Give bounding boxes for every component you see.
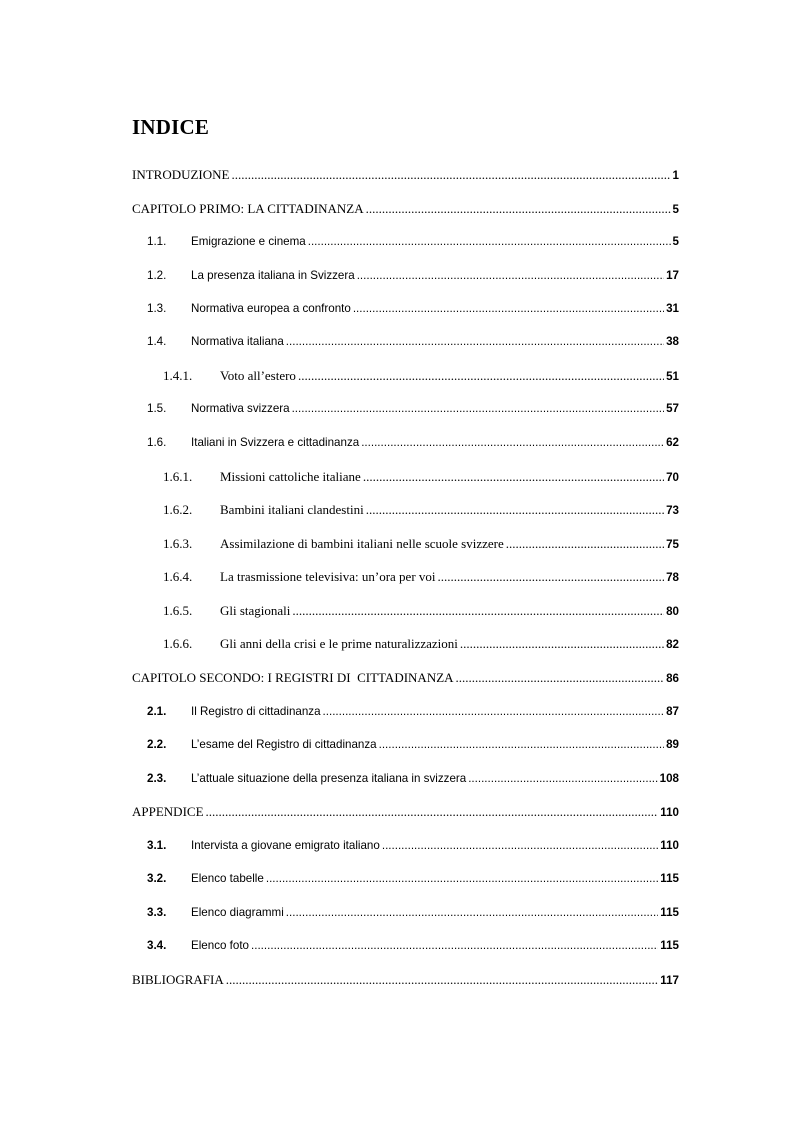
toc-entry-number: 2.3. — [147, 772, 167, 785]
toc-entry-title: Elenco foto — [191, 939, 250, 952]
dot-leader — [357, 266, 664, 286]
toc-entry-number: 1.5. — [147, 402, 167, 415]
toc-entry-1-1[interactable] — [147, 232, 679, 252]
toc-entry-number: 3.3. — [147, 906, 167, 919]
toc-entry-title: L’esame del Registro di cittadinanza — [191, 738, 377, 751]
toc-entry-number: 1.6.1. — [163, 469, 193, 484]
dot-leader — [286, 332, 664, 352]
toc-entry-page: 62 — [666, 436, 679, 449]
toc-entry-title: CAPITOLO SECONDO: I REGISTRI DI CITTADINANZA — [132, 670, 454, 685]
toc-entry-number: 3.2. — [147, 872, 167, 885]
toc-entry-2-1[interactable] — [147, 702, 679, 722]
page-title: INDICE — [132, 115, 210, 139]
toc-entry-number: 1.4.1. — [163, 368, 193, 383]
dot-leader — [468, 769, 657, 789]
toc-entry-number: 1.4. — [147, 335, 167, 348]
toc-entry-page: 115 — [660, 872, 679, 885]
toc-entry-title: Normativa svizzera — [191, 402, 290, 415]
toc-entry-3-1[interactable] — [147, 836, 679, 856]
toc-entry-number: 3.1. — [147, 839, 167, 852]
toc-entry-title: La trasmissione televisiva: un’ora per voi — [220, 569, 436, 584]
toc-entry-page: 108 — [659, 772, 679, 785]
dot-leader — [456, 668, 665, 688]
toc-entry-introduzione[interactable] — [132, 165, 679, 185]
toc-entry-page: 110 — [660, 839, 679, 852]
toc-entry-1-5[interactable] — [147, 399, 679, 419]
dot-leader — [251, 936, 658, 956]
toc-entry-number: 1.6.5. — [163, 603, 193, 618]
toc-entry-title: Intervista a giovane emigrato italiano — [191, 839, 380, 852]
dot-leader — [379, 735, 664, 755]
toc-entry-page: 57 — [666, 402, 679, 415]
dot-leader — [361, 433, 664, 453]
toc-entry-page: 87 — [666, 705, 679, 718]
toc-entry-number: 1.6.3. — [163, 536, 193, 551]
toc-entry-3-4[interactable] — [147, 936, 679, 956]
toc-entry-1-6-6[interactable] — [163, 634, 679, 654]
toc-entry-number: 1.3. — [147, 302, 167, 315]
toc-entry-title: Elenco diagrammi — [191, 906, 284, 919]
toc-entry-page: 70 — [666, 471, 679, 484]
dot-leader — [506, 534, 664, 554]
toc-entry-title: Il Registro di cittadinanza — [191, 705, 321, 718]
dot-leader — [323, 702, 665, 722]
toc-entry-title: Normativa europea a confronto — [191, 302, 351, 315]
toc-entry-title: CAPITOLO PRIMO: LA CITTADINANZA — [132, 201, 364, 216]
dot-leader — [206, 802, 659, 822]
toc-entry-page: 110 — [660, 806, 679, 819]
dot-leader — [286, 903, 658, 923]
toc-entry-page: 115 — [660, 939, 679, 952]
toc-entry-number: 1.6.4. — [163, 569, 193, 584]
toc-entry-3-2[interactable] — [147, 869, 679, 889]
dot-leader — [292, 399, 665, 419]
toc-entry-title: Missioni cattoliche italiane — [220, 469, 361, 484]
toc-entry-page: 51 — [666, 370, 679, 383]
toc-entry-capitolo-secondo[interactable] — [132, 668, 679, 688]
dot-leader — [308, 232, 671, 252]
toc-entry-number: 2.1. — [147, 705, 167, 718]
toc-entry-2-3[interactable] — [147, 769, 679, 789]
toc-entry-number: 1.6.2. — [163, 502, 193, 517]
toc-entry-number: 1.2. — [147, 269, 167, 282]
toc-entry-page: 75 — [666, 538, 679, 551]
toc-entry-page: 31 — [666, 302, 679, 315]
toc-entry-1-6-4[interactable] — [163, 567, 679, 587]
toc-entry-title: Normativa italiana — [191, 335, 284, 348]
toc-entry-page: 80 — [666, 605, 679, 618]
toc-entry-title: APPENDICE — [132, 804, 204, 819]
toc-entry-page: 17 — [666, 269, 679, 282]
toc-entry-number: 1.6. — [147, 436, 167, 449]
toc-entry-bibliografia[interactable] — [132, 970, 679, 990]
dot-leader — [231, 165, 670, 185]
dot-leader — [292, 601, 664, 621]
toc-entry-page: 117 — [660, 974, 679, 987]
toc-entry-1-3[interactable] — [147, 299, 679, 319]
dot-leader — [363, 467, 664, 487]
toc-entry-2-2[interactable] — [147, 735, 679, 755]
toc-entry-3-3[interactable] — [147, 903, 679, 923]
toc-entry-title: INTRODUZIONE — [132, 167, 230, 182]
toc-entry-page: 115 — [660, 906, 679, 919]
toc-entry-1-4[interactable] — [147, 332, 679, 352]
dot-leader — [382, 836, 658, 856]
toc-entry-page: 78 — [666, 571, 679, 584]
dot-leader — [226, 970, 659, 990]
toc-entry-title: Italiani in Svizzera e cittadinanza — [191, 436, 360, 449]
toc-entry-title: Emigrazione e cinema — [191, 235, 306, 248]
toc-entry-1-6-2[interactable] — [163, 500, 679, 520]
toc-entry-1-6[interactable] — [147, 433, 679, 453]
toc-entry-title: Gli anni della crisi e le prime naturalizzazioni — [220, 636, 458, 651]
toc-entry-title: Gli stagionali — [220, 603, 291, 618]
toc-entry-page: 73 — [666, 504, 679, 517]
toc-entry-1-4-1[interactable] — [163, 366, 679, 386]
toc-entry-page: 86 — [666, 672, 679, 685]
dot-leader — [353, 299, 664, 319]
toc-entry-title: Assimilazione di bambini italiani nelle scuole svizzere — [220, 536, 504, 551]
toc-entry-page: 89 — [666, 738, 679, 751]
toc-entry-capitolo-primo[interactable] — [132, 199, 679, 219]
dot-leader — [366, 500, 664, 520]
toc-entry-1-2[interactable] — [147, 266, 679, 286]
toc-entry-page: 5 — [672, 203, 679, 216]
toc-entry-page: 82 — [666, 638, 679, 651]
dot-leader — [266, 869, 658, 889]
toc-entry-title: Bambini italiani clandestini — [220, 502, 364, 517]
dot-leader — [298, 366, 664, 386]
toc-entry-number: 2.2. — [147, 738, 167, 751]
toc-entry-appendice[interactable] — [132, 802, 679, 822]
toc-entry-title: Voto all’estero — [220, 368, 296, 383]
toc-entry-1-6-1[interactable] — [163, 467, 679, 487]
toc-entry-page: 1 — [672, 169, 679, 182]
dot-leader — [366, 199, 671, 219]
toc-entry-number: 3.4. — [147, 939, 167, 952]
dot-leader — [460, 634, 664, 654]
toc-entry-number: 1.6.6. — [163, 636, 193, 651]
toc-entry-title: Elenco tabelle — [191, 872, 264, 885]
toc-entry-page: 5 — [672, 235, 679, 248]
toc-entry-number: 1.1. — [147, 235, 167, 248]
toc-entry-1-6-3[interactable] — [163, 534, 679, 554]
dot-leader — [438, 567, 665, 587]
toc-entry-page: 38 — [666, 335, 679, 348]
toc-entry-title: BIBLIOGRAFIA — [132, 972, 224, 987]
toc-entry-title: L’attuale situazione della presenza italiana in svizzera — [191, 772, 467, 785]
toc-entry-title: La presenza italiana in Svizzera — [191, 269, 355, 282]
toc-entry-1-6-5[interactable] — [163, 601, 679, 621]
